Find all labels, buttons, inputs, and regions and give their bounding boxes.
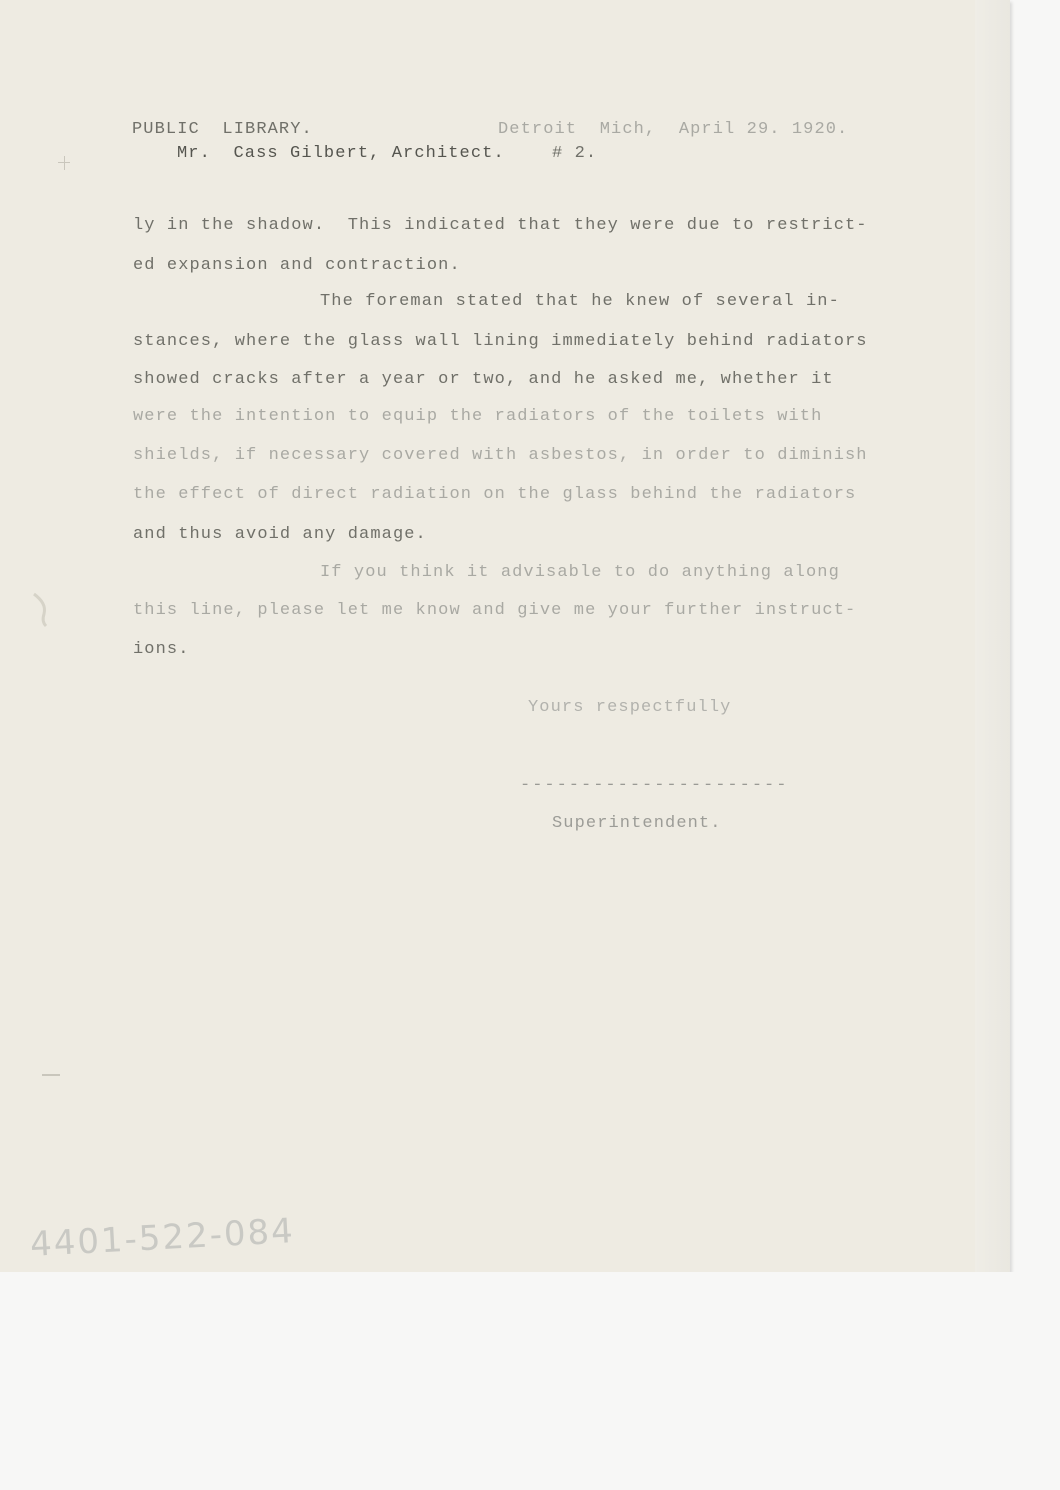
body-line: The foreman stated that he knew of several in- xyxy=(320,292,840,311)
body-line: ed expansion and contraction. xyxy=(133,256,461,275)
signature-line: ---------------------- xyxy=(520,776,789,795)
body-line: ly in the shadow. This indicated that they were due to restrict- xyxy=(133,216,868,235)
letterhead-place-date: Detroit Mich, April 29. 1920. xyxy=(498,120,849,139)
body-line: ions. xyxy=(133,640,190,659)
body-line: showed cracks after a year or two, and he asked me, whether it xyxy=(133,370,834,389)
body-line: If you think it advisable to do anything along xyxy=(320,563,840,582)
paper-mark xyxy=(42,1074,60,1076)
letterhead-institution: PUBLIC LIBRARY. xyxy=(132,120,313,139)
body-line: and thus avoid any damage. xyxy=(133,525,427,544)
letter-recipient: Mr. Cass Gilbert, Architect. xyxy=(177,144,505,163)
signature-title: Superintendent. xyxy=(552,814,722,833)
body-line: were the intention to equip the radiators of the toilets with xyxy=(133,407,823,426)
body-line: shields, if necessary covered with asbestos, in order to diminish xyxy=(133,446,868,465)
archive-stamp: 4401-522-084 xyxy=(29,1211,296,1265)
body-line: the effect of direct radiation on the glass behind the radiators xyxy=(133,485,857,504)
paper-tear-mark xyxy=(32,592,50,628)
page-edge xyxy=(975,0,1010,1272)
body-line: this line, please let me know and give me your further instruct- xyxy=(133,601,857,620)
body-line: stances, where the glass wall lining immediately behind radiators xyxy=(133,332,868,351)
paper-mark xyxy=(64,156,65,170)
page-number: # 2. xyxy=(552,144,598,163)
closing: Yours respectfully xyxy=(528,698,732,717)
background-below-page xyxy=(0,1272,1060,1490)
